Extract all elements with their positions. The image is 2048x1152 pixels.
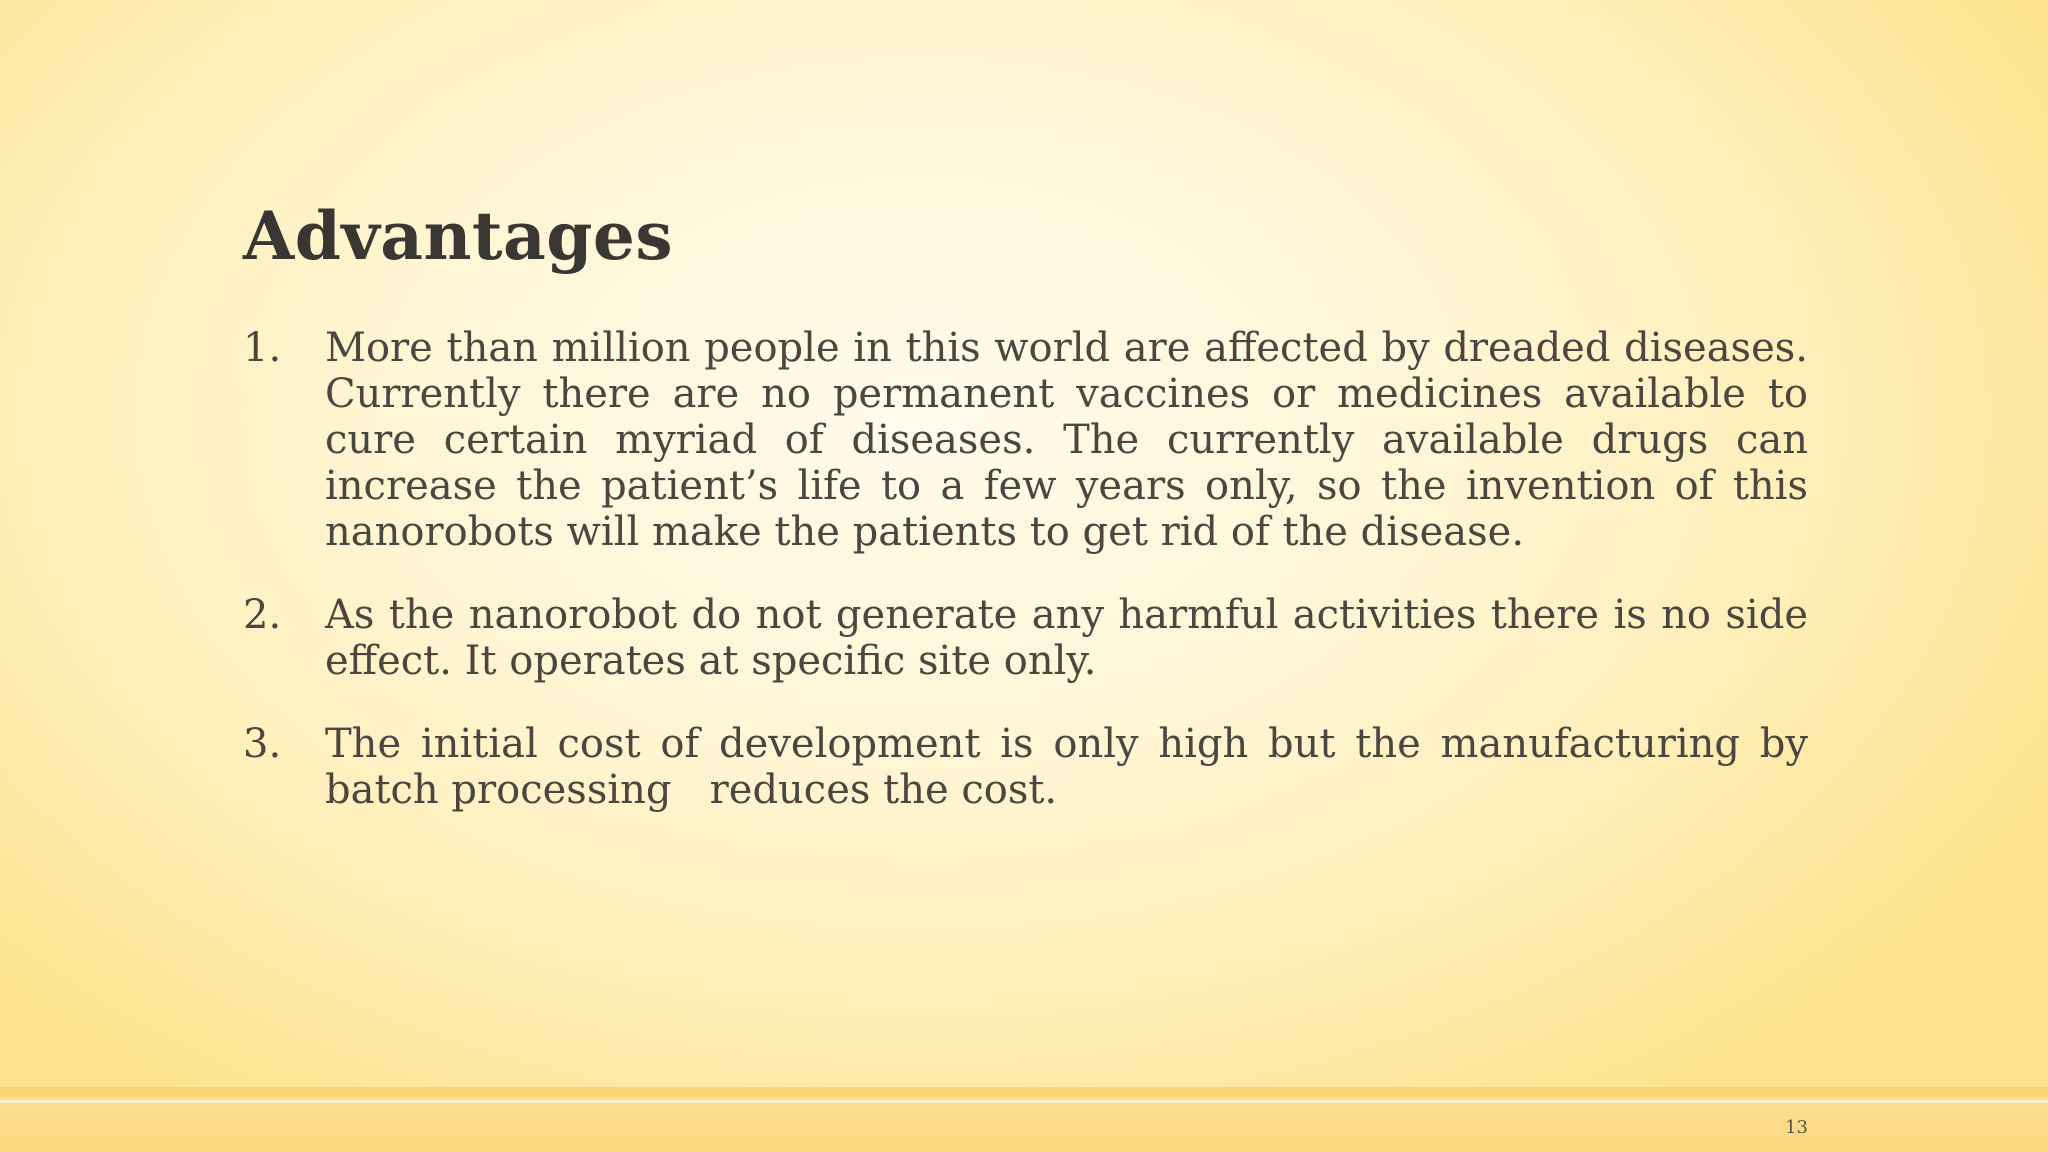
- list-item-number: 1.: [243, 325, 282, 371]
- slide-title: Advantages: [243, 197, 674, 275]
- list-item: [243, 592, 1821, 684]
- page-number: 13: [1785, 1117, 1808, 1138]
- list-item-text: More than million people in this world are affected by dreaded diseases. Currently there are no permanent vaccines or medicines available to cure certain myriad of diseases. The currently available drugs can increase the patient’s life to a few years only, so the invention of this nanorobots will make the patients to get rid of the disease.: [325, 325, 1821, 555]
- advantages-list: [243, 325, 1821, 850]
- footer-accent-line: [0, 1087, 2048, 1097]
- footer-highlight-line: [0, 1100, 2048, 1103]
- list-item-number: 2.: [243, 592, 282, 638]
- list-item: [243, 721, 1821, 813]
- list-item-number: 3.: [243, 721, 282, 767]
- list-item: [243, 325, 1821, 555]
- list-item-text: As the nanorobot do not generate any harmful activities there is no side effect. It operates at specific site only.: [325, 592, 1821, 684]
- list-item-text: The initial cost of development is only high but the manufacturing by batch processing reduces the cost.: [325, 721, 1821, 813]
